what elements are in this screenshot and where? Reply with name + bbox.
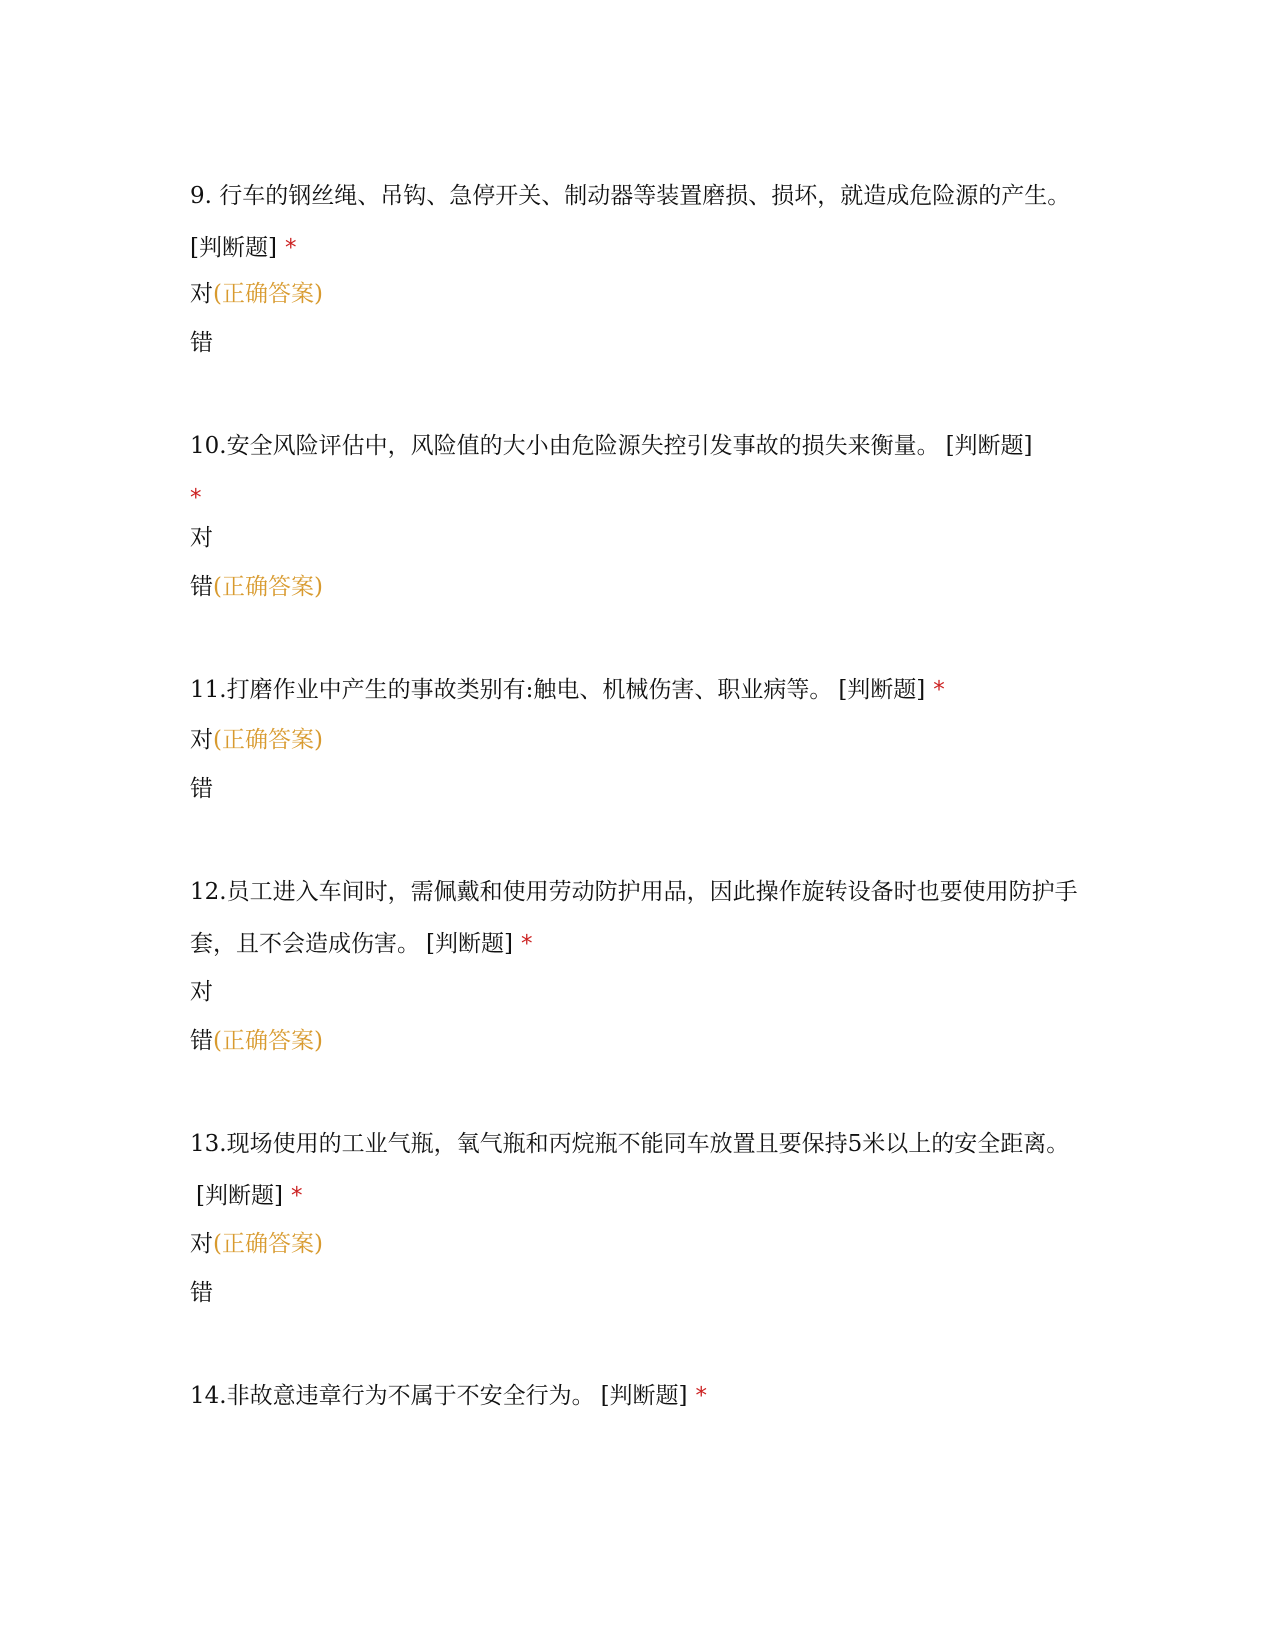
question-14 bbox=[190, 1370, 1090, 1422]
required-mark: * bbox=[284, 235, 297, 261]
correct-answer-marker: (正确答案) bbox=[213, 1028, 323, 1054]
option-label: 错 bbox=[190, 574, 213, 600]
question-text: 13.现场使用的工业气瓶，氧气瓶和丙烷瓶不能同车放置且要保持5米以上的安全距离。 bbox=[190, 1131, 1070, 1157]
question-type: [判断题] bbox=[196, 1183, 283, 1209]
option-true[interactable] bbox=[190, 977, 213, 1007]
option-label: 错 bbox=[190, 330, 213, 356]
required-mark: * bbox=[520, 931, 533, 957]
required-mark: * bbox=[933, 677, 945, 703]
question-text: 10.安全风险评估中，风险值的大小由危险源失控引发事故的损失来衡量。 bbox=[190, 433, 940, 459]
option-false[interactable] bbox=[190, 1026, 323, 1056]
option-label: 错 bbox=[190, 1280, 213, 1306]
option-false[interactable] bbox=[190, 328, 213, 358]
question-10 bbox=[190, 420, 1090, 524]
question-text: 9. 行车的钢丝绳、吊钩、急停开关、制动器等装置磨损、损坏，就造成危险源的产生。 bbox=[190, 183, 1071, 209]
question-9 bbox=[190, 170, 1090, 274]
option-label: 对 bbox=[190, 727, 213, 753]
required-mark: * bbox=[290, 1183, 303, 1209]
option-label: 对 bbox=[190, 281, 213, 307]
correct-answer-marker: (正确答案) bbox=[213, 727, 323, 753]
question-12 bbox=[190, 866, 1090, 970]
question-type: [判断题] bbox=[838, 677, 926, 703]
correct-answer-marker: (正确答案) bbox=[213, 574, 323, 600]
option-true[interactable] bbox=[190, 725, 323, 755]
option-label: 对 bbox=[190, 1231, 213, 1257]
option-label: 对 bbox=[190, 979, 213, 1005]
option-false[interactable] bbox=[190, 572, 323, 602]
question-text: 14.非故意违章行为不属于不安全行为。 bbox=[190, 1383, 595, 1409]
question-type: [判断题] bbox=[945, 433, 1033, 459]
option-true[interactable] bbox=[190, 1229, 323, 1259]
option-true[interactable] bbox=[190, 523, 213, 553]
required-mark: * bbox=[190, 485, 202, 511]
correct-answer-marker: (正确答案) bbox=[213, 281, 323, 307]
question-type: [判断题] bbox=[190, 235, 277, 261]
option-true[interactable] bbox=[190, 279, 323, 309]
question-text: 12.员工进入车间时，需佩戴和使用劳动防护用品，因此操作旋转设备时也要使用防护手套，且不会造成伤害。 bbox=[190, 879, 1078, 957]
question-type: [判断题] bbox=[426, 931, 513, 957]
question-type: [判断题] bbox=[600, 1383, 688, 1409]
option-label: 对 bbox=[190, 525, 213, 551]
question-13 bbox=[190, 1118, 1090, 1222]
option-false[interactable] bbox=[190, 1278, 213, 1308]
question-text: 11.打磨作业中产生的事故类别有:触电、机械伤害、职业病等。 bbox=[190, 677, 833, 703]
correct-answer-marker: (正确答案) bbox=[213, 1231, 323, 1257]
option-false[interactable] bbox=[190, 774, 213, 804]
option-label: 错 bbox=[190, 1028, 213, 1054]
required-mark: * bbox=[695, 1383, 708, 1409]
question-11 bbox=[190, 664, 1090, 716]
option-label: 错 bbox=[190, 776, 213, 802]
